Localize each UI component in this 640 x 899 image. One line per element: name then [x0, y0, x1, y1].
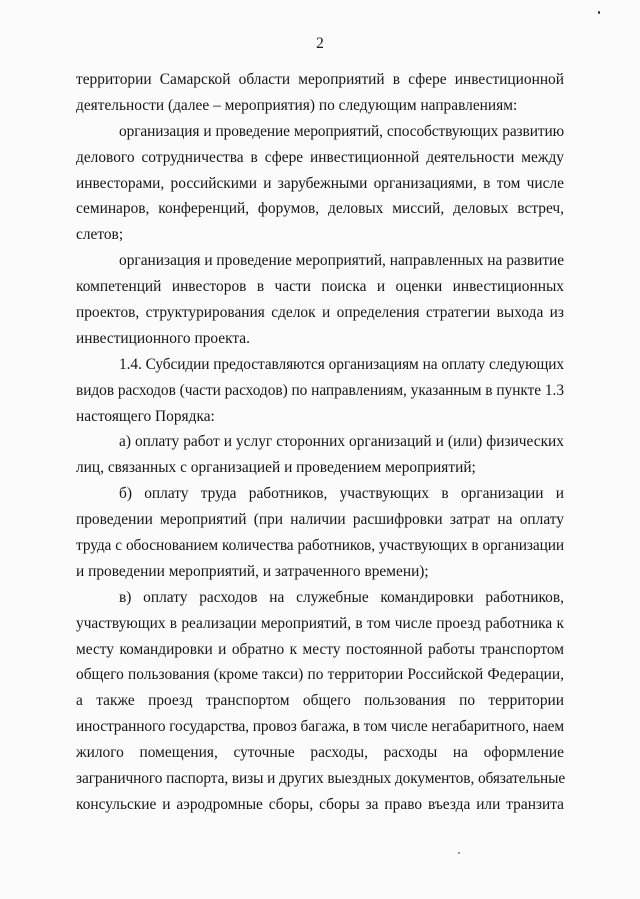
text-line: лиц, связанных с организацией и проведением мероприятий; [76, 459, 476, 477]
text-line: иностранного государства, провоз багажа, в том числе негабаритного, наем [76, 718, 564, 736]
text-line: настоящего Порядка: [76, 407, 215, 425]
text-line: компетенций инвесторов в части поиска и оценки инвестиционных [76, 278, 564, 296]
scan-speck [598, 11, 600, 14]
text-line: проведении мероприятий (при наличии расшифровки затрат на оплату [76, 511, 564, 529]
text-line: заграничного паспорта, визы и других выездных документов, обязательные [76, 770, 566, 788]
text-line: видов расходов (части расходов) по направлениям, указанным в пункте 1.3 [76, 381, 564, 399]
text-line: участвующих в реализации мероприятий, в том числе проезд работника к [76, 614, 564, 632]
text-line: организация и проведение мероприятий, направленных на развитие [119, 252, 565, 270]
text-line: а также проезд транспортом общего пользования по территории [76, 692, 564, 710]
text-line: месту командировки и обратно к месту постоянной работы транспортом [76, 640, 564, 658]
text-line: в) оплату расходов на служебные командировки работников, [119, 588, 564, 606]
text-line: труда с обоснованием количества работников, участвующих в организации [76, 537, 564, 555]
text-line: 1.4. Субсидии предоставляются организациям на оплату следующих [119, 355, 564, 373]
text-line: делового сотрудничества в сфере инвестиционной деятельности между [76, 148, 564, 166]
text-line: слетов; [76, 226, 124, 244]
text-line: консульские и аэродромные сборы, сборы за право въезда или транзита [76, 795, 564, 813]
document-body [76, 67, 564, 818]
text-line: территории Самарской области мероприятий в сфере инвестиционной [76, 71, 564, 88]
text-line: и проведении мероприятий, и затраченного времени); [76, 562, 429, 580]
text-line: проектов, структурирования сделок и определения стратегии выхода из [76, 304, 564, 322]
text-line: организация и проведение мероприятий, способствующих развитию [119, 122, 564, 140]
text-line: общего пользования (кроме такси) по территории Российской Федерации, [76, 666, 564, 684]
text-line: а) оплату работ и услуг сторонних организаций и (или) физических [119, 433, 564, 451]
text-line: б) оплату труда работников, участвующих в организации и [119, 485, 564, 503]
text-line: жилого помещения, суточные расходы, расходы на оформление [76, 744, 564, 762]
page-number: 2 [316, 35, 324, 52]
scan-speck [458, 852, 460, 854]
text-line: семинаров, конференций, форумов, деловых миссий, деловых встреч, [76, 200, 564, 218]
text-line: инвестиционного проекта. [76, 329, 250, 347]
text-line: инвесторами, российскими и зарубежными организациями, в том числе [76, 174, 564, 192]
text-line: деятельности (далее – мероприятия) по следующим направлениям: [76, 96, 518, 114]
